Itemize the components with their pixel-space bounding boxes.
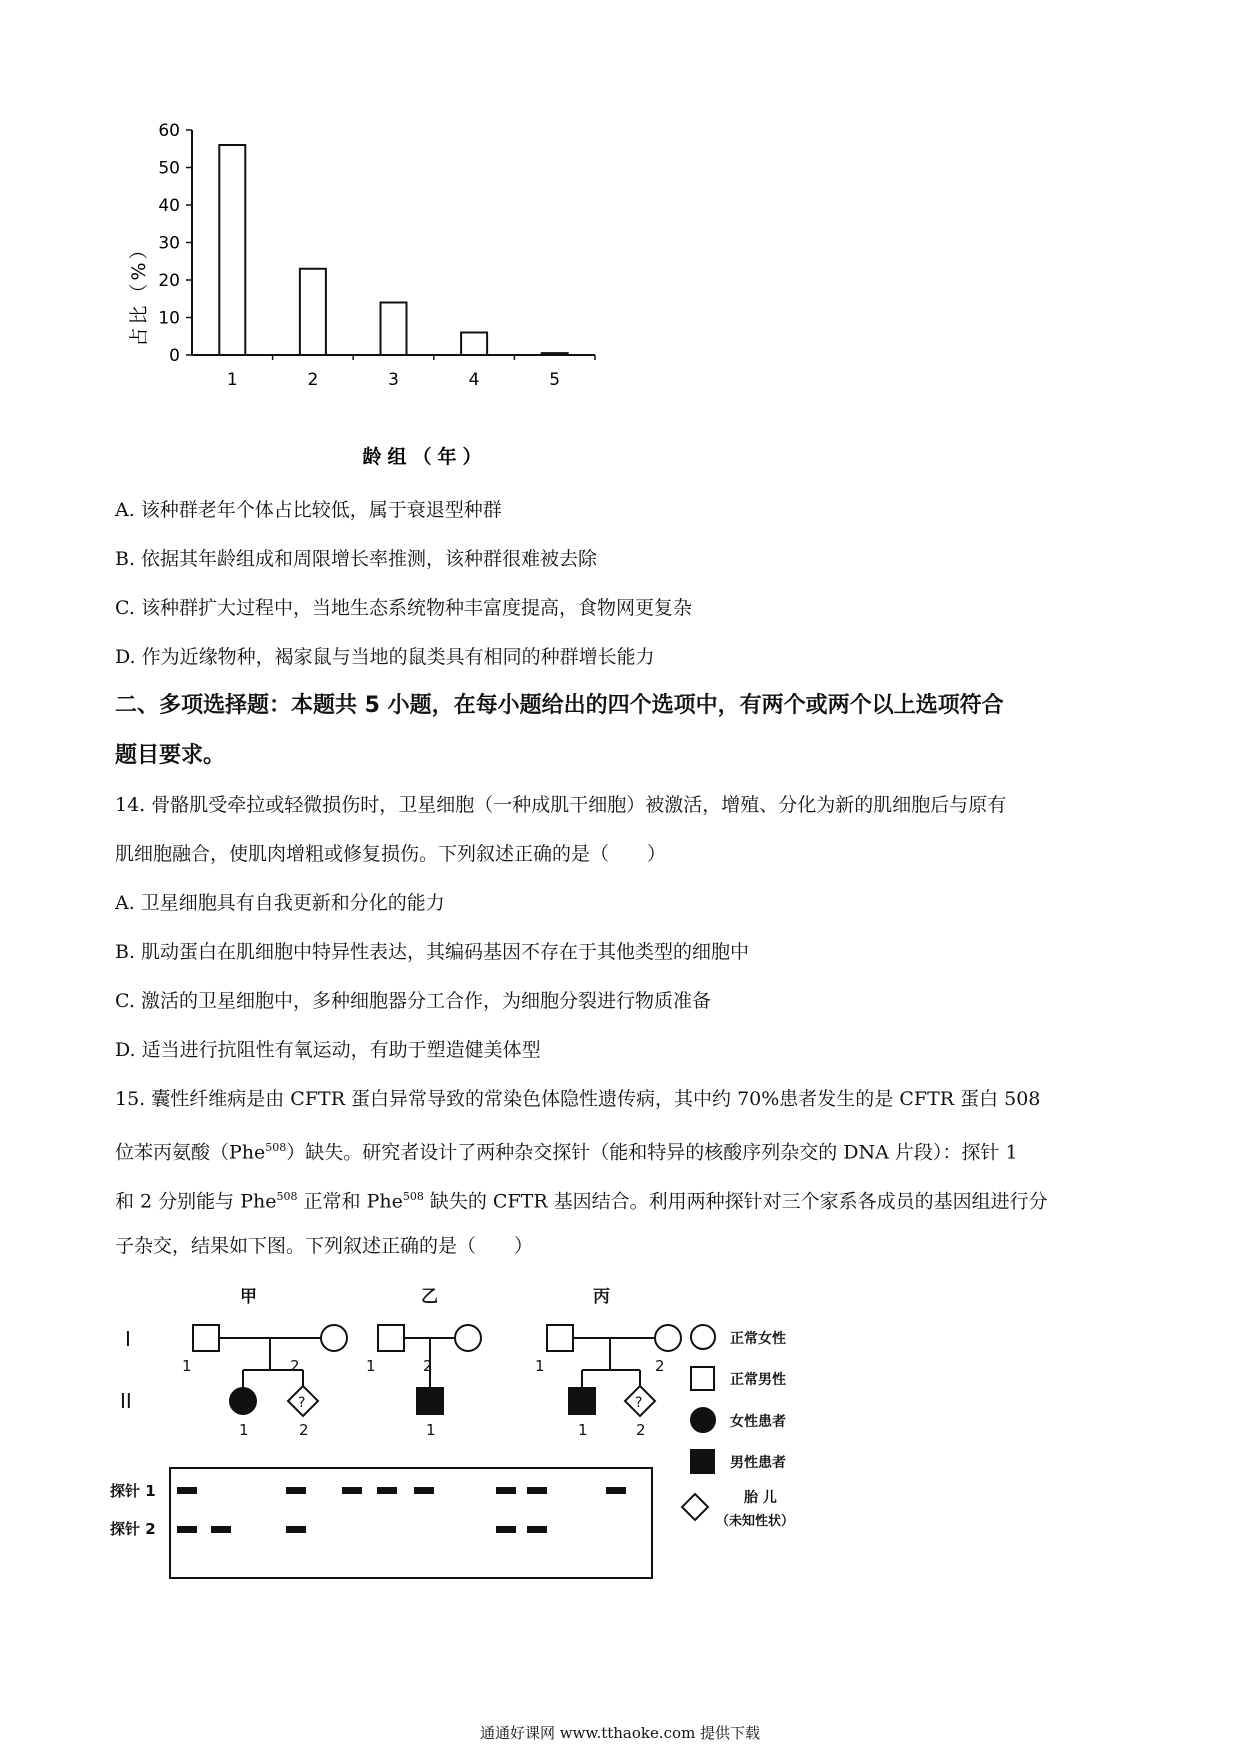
- probe2-band: [496, 1526, 516, 1533]
- section-heading-line1: 二、多项选择题：本题共 5 小题，在每小题给出的四个选项中，有两个或两个以上选项符合: [115, 693, 1004, 718]
- fetus-question-mark: ?: [298, 1395, 306, 1411]
- probe2-band: [177, 1526, 197, 1533]
- chart-y-tick-label: 30: [158, 233, 180, 254]
- probe2-band: [286, 1526, 306, 1533]
- probe1-band: [377, 1487, 397, 1494]
- individual-number: 1: [182, 1357, 192, 1375]
- legend-normal-male: 正常男性: [730, 1372, 786, 1388]
- chart-bar: [219, 145, 245, 355]
- probe1-band: [606, 1487, 626, 1494]
- q14-option-c: C. 激活的卫星细胞中，多种细胞器分工合作，为细胞分裂进行物质准备: [115, 990, 711, 1012]
- individual-number: 1: [366, 1357, 376, 1375]
- probe1-label: 探针 1: [110, 1482, 156, 1500]
- section-heading-line2: 题目要求。: [115, 743, 226, 768]
- chart-y-tick-label: 40: [158, 196, 180, 216]
- phe-superscript: 508: [265, 1141, 287, 1154]
- family-jia-mother: [321, 1325, 347, 1351]
- q13-option-c: C. 该种群扩大过程中，当地生态系统物种丰富度提高，食物网更复杂: [115, 597, 692, 619]
- q15-line3-mid: 正常和 Phe: [297, 1190, 403, 1213]
- family-jia-father: [193, 1325, 219, 1351]
- chart-y-tick-label: 60: [158, 121, 180, 141]
- chart-x-tick-label: 2: [307, 370, 319, 390]
- q15-line3-start: 和 2 分别能与 Phe: [115, 1190, 277, 1213]
- legend-fetus: 胎 儿: [744, 1490, 777, 1506]
- family-bing-affected-son: [569, 1388, 595, 1414]
- phe-superscript: 508: [276, 1190, 298, 1203]
- family-bing-father: [547, 1325, 573, 1351]
- chart-x-tick-label: 5: [549, 370, 561, 390]
- individual-number: 1: [426, 1421, 436, 1439]
- legend-fetus-note: （未知性状）: [716, 1514, 795, 1529]
- probe2-band: [527, 1526, 547, 1533]
- individual-number: 1: [239, 1421, 249, 1439]
- fetus-question-mark: ?: [635, 1395, 643, 1411]
- probe2-band: [211, 1526, 231, 1533]
- chart-y-tick-label: 10: [158, 308, 180, 329]
- legend-normal-male-icon: [691, 1367, 714, 1390]
- legend-affected-female: 女性患者: [730, 1414, 786, 1430]
- q15-line2-end: ）缺失。研究者设计了两种杂交探针（能和特异的核酸序列杂交的 DNA 片段）：探针 1: [286, 1141, 1018, 1164]
- chart-ylabel: 占比（%）: [128, 237, 150, 347]
- individual-number: 2: [299, 1421, 309, 1439]
- chart-xlabel: 龄组（年）: [362, 446, 488, 468]
- q15-line3-end: 缺失的 CFTR 基因结合。利用两种探针对三个家系各成员的基因组进行分: [423, 1190, 1048, 1213]
- age-structure-chart: [120, 120, 680, 480]
- chart-y-tick-label: 50: [158, 158, 180, 179]
- generation-label-ii: II: [120, 1389, 132, 1413]
- family-yi-father: [378, 1325, 404, 1351]
- chart-y-tick-label: 0: [169, 346, 180, 366]
- q13-option-a: A. 该种群老年个体占比较低，属于衰退型种群: [115, 499, 502, 521]
- chart-bar: [542, 353, 568, 355]
- chart-bar: [461, 333, 487, 356]
- q15-stem-line3: [115, 1185, 1048, 1213]
- individual-number: 1: [578, 1421, 588, 1439]
- q14-stem-line2: 肌细胞融合，使肌肉增粗或修复损伤。下列叙述正确的是（ ）: [115, 843, 667, 865]
- q14-option-a: A. 卫星细胞具有自我更新和分化的能力: [115, 892, 445, 914]
- q15-stem-line2: [115, 1136, 1018, 1164]
- chart-x-tick-label: 3: [388, 370, 399, 390]
- legend-fetus-icon: [682, 1494, 708, 1520]
- q13-option-d: D. 作为近缘物种，褐家鼠与当地的鼠类具有相同的种群增长能力: [115, 646, 655, 668]
- individual-number: 2: [290, 1357, 300, 1375]
- page-footer: 通通好课网 www.tthaoke.com 提供下载: [479, 1724, 761, 1742]
- q14-option-d: D. 适当进行抗阻性有氧运动，有助于塑造健美体型: [115, 1039, 541, 1061]
- legend-normal-female-icon: [691, 1325, 715, 1349]
- family-label-bing: 丙: [593, 1287, 610, 1307]
- individual-number: 1: [535, 1357, 545, 1375]
- family-jia-affected-daughter: [230, 1388, 256, 1414]
- chart-bar: [381, 303, 407, 356]
- chart-y-tick-label: 20: [158, 271, 180, 291]
- legend-affected-female-icon: [691, 1408, 715, 1432]
- individual-number: 2: [636, 1421, 646, 1439]
- chart-x-tick-label: 1: [226, 370, 238, 390]
- q15-stem-line4: 子杂交，结果如下图。下列叙述正确的是（ ）: [115, 1235, 534, 1257]
- q14-option-b: B. 肌动蛋白在肌细胞中特异性表达，其编码基因不存在于其他类型的细胞中: [115, 941, 750, 963]
- phe-superscript: 508: [402, 1190, 424, 1203]
- chart-x-tick-label: 4: [468, 370, 480, 390]
- legend-affected-male: 男性患者: [730, 1455, 786, 1471]
- q13-option-b: B. 依据其年龄组成和周限增长率推测，该种群很难被去除: [115, 548, 598, 570]
- individual-number: 2: [655, 1357, 665, 1375]
- probe1-band: [177, 1487, 197, 1494]
- family-yi-affected-son: [417, 1388, 443, 1414]
- generation-label-i: I: [125, 1327, 131, 1351]
- probe1-band: [496, 1487, 516, 1494]
- individual-number: 2: [423, 1357, 433, 1375]
- chart-plot: [158, 121, 595, 390]
- family-yi-mother: [455, 1325, 481, 1351]
- probe1-band: [414, 1487, 434, 1494]
- probe1-band: [527, 1487, 547, 1494]
- q15-line2-start: 位苯丙氨酸（Phe: [115, 1141, 266, 1164]
- probe2-label: 探针 2: [110, 1520, 156, 1538]
- gel-box: [170, 1468, 652, 1578]
- probe1-band: [286, 1487, 306, 1494]
- legend-affected-male-icon: [691, 1450, 714, 1473]
- q14-stem-line1: 14. 骨骼肌受牵拉或轻微损伤时，卫星细胞（一种成肌干细胞）被激活，增殖、分化为新的肌细胞后与原有: [115, 794, 1007, 816]
- legend-normal-female: 正常女性: [730, 1331, 786, 1347]
- pedigree-figure: [110, 1280, 910, 1590]
- family-label-yi: 乙: [421, 1287, 438, 1307]
- probe1-band: [342, 1487, 362, 1494]
- chart-bar: [300, 269, 326, 355]
- family-bing-mother: [655, 1325, 681, 1351]
- family-label-jia: 甲: [240, 1287, 257, 1307]
- q15-stem-line1: 15. 囊性纤维病是由 CFTR 蛋白异常导致的常染色体隐性遗传病，其中约 70%患者发生的是 CFTR 蛋白 508: [115, 1088, 1041, 1110]
